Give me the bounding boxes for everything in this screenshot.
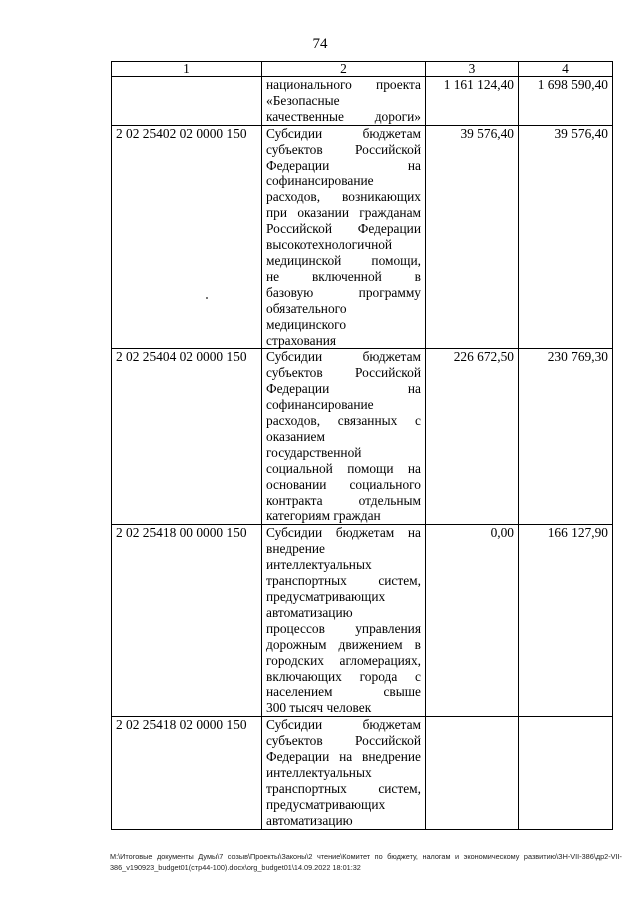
description-line: процессов управления — [266, 620, 421, 636]
description-line: интеллектуальных — [266, 557, 372, 573]
row-amount-col3: 0,00 — [426, 525, 519, 717]
description-line: субъектов Российской — [266, 733, 421, 749]
description-line: 300 тысяч человек — [266, 700, 372, 716]
table-row — [112, 125, 613, 349]
scan-speck — [206, 297, 208, 299]
description-line: автоматизацию — [266, 812, 353, 828]
description-line: софинансирование — [266, 173, 374, 189]
description-line: Российской Федерации — [266, 221, 421, 237]
row-code: 2 02 25404 02 0000 150 — [112, 349, 262, 525]
budget-table — [111, 61, 613, 830]
table-row — [112, 717, 613, 829]
header-col-1: 1 — [112, 62, 262, 77]
row-description — [262, 125, 426, 349]
description-line: расходов, возникающих — [266, 189, 421, 205]
row-amount-col4: 39 576,40 — [519, 125, 613, 349]
description-line: софинансирование — [266, 397, 374, 413]
header-col-2: 2 — [262, 62, 426, 77]
description-line: автоматизацию — [266, 604, 353, 620]
header-col-4: 4 — [519, 62, 613, 77]
description-line: интеллектуальных — [266, 764, 372, 780]
description-line: субъектов Российской — [266, 365, 421, 381]
description-line: Федерации на — [266, 381, 421, 397]
row-description — [262, 717, 426, 829]
description-line: контракта отдельным — [266, 492, 421, 508]
description-line: не включенной в — [266, 268, 421, 284]
row-amount-col4: 1 698 590,40 — [519, 77, 613, 126]
description-line: внедрение — [266, 541, 325, 557]
description-line: предусматривающих — [266, 589, 386, 604]
table-header-row — [112, 62, 613, 77]
description-line: Субсидии бюджетам — [266, 349, 421, 365]
description-line: социальной помощи на — [266, 460, 421, 476]
description-line: транспортных систем, — [266, 780, 421, 796]
page-number: 74 — [312, 36, 328, 52]
row-code: 2 02 25418 02 0000 150 — [112, 717, 262, 829]
header-col-3: 3 — [426, 62, 519, 77]
description-line: основании социального — [266, 476, 421, 492]
description-line: Федерации на внедрение — [266, 749, 421, 765]
description-line: высокотехнологичной — [266, 237, 393, 253]
table-row — [112, 525, 613, 717]
row-amount-col4: 166 127,90 — [519, 525, 613, 717]
description-line: предусматривающих — [266, 796, 386, 812]
description-line: медицинской помощи, — [266, 252, 421, 268]
row-amount-col3: 39 576,40 — [426, 125, 519, 349]
file-path-footer: М:\Итоговые документы Думы\7 созыв\Проекты\Законы\2 чтение\Комитет по бюджету, налогам и экономическому развитию\ЗН-VII-386\др2-VII-386_v190923_budget01(стр44-100).docx\org_budget01\14.09.2022 18:01:32 — [110, 852, 622, 872]
description-line: национального проекта — [266, 77, 421, 92]
row-amount-col4 — [519, 717, 613, 829]
description-line: качественные дороги» — [266, 108, 421, 124]
description-line: обязательного — [266, 300, 347, 316]
row-amount-col3: 1 161 124,40 — [426, 77, 519, 126]
description-line: Субсидии бюджетам — [266, 125, 421, 141]
description-line: государственной — [266, 444, 362, 460]
description-line: расходов, связанных с — [266, 413, 421, 429]
description-line: включающих города с — [266, 668, 421, 684]
description-line: Федерации на — [266, 157, 421, 173]
row-code: 2 02 25418 00 0000 150 — [112, 525, 262, 717]
description-line: Субсидии бюджетам — [266, 717, 421, 733]
description-line: населением свыше — [266, 684, 421, 700]
row-description — [262, 77, 426, 126]
description-line: транспортных систем, — [266, 573, 421, 589]
description-line: базовую программу — [266, 284, 421, 300]
row-amount-col3 — [426, 717, 519, 829]
description-line: «Безопасные — [266, 92, 340, 108]
row-description — [262, 349, 426, 525]
description-line: субъектов Российской — [266, 141, 421, 157]
description-line: оказанием — [266, 428, 325, 444]
table-row — [112, 77, 613, 126]
row-code — [112, 77, 262, 126]
description-line: категориям граждан — [266, 508, 381, 524]
row-amount-col4: 230 769,30 — [519, 349, 613, 525]
description-line: дорожным движением в — [266, 636, 421, 652]
row-description — [262, 525, 426, 717]
row-amount-col3: 226 672,50 — [426, 349, 519, 525]
description-line: городских агломерациях, — [266, 652, 421, 668]
description-line: страхования — [266, 332, 337, 348]
description-line: медицинского — [266, 316, 347, 332]
description-line: Субсидии бюджетам на — [266, 525, 421, 541]
description-line: при оказании гражданам — [266, 205, 421, 221]
table-row — [112, 349, 613, 525]
row-code: 2 02 25402 02 0000 150 — [112, 125, 262, 349]
